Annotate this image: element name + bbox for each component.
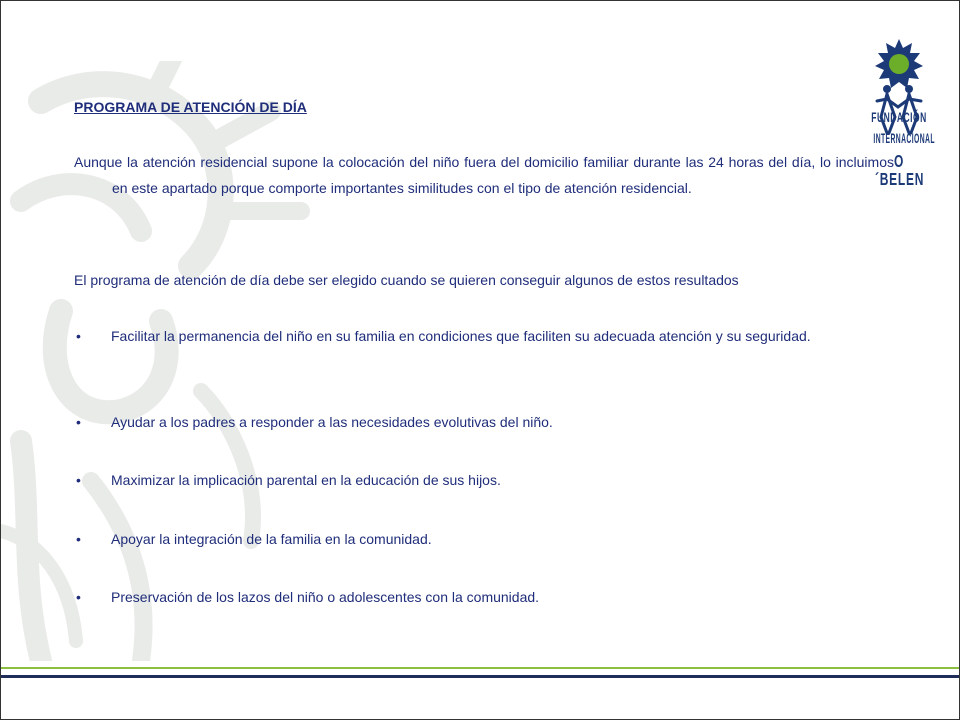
- bullet-icon: •: [76, 414, 81, 430]
- list-item-text: Facilitar la permanencia del niño en su familia en condiciones que faciliten su adecuada atención y su seguridad.: [111, 328, 811, 344]
- logo-text-line2: INTERNACIONAL: [873, 130, 935, 147]
- sun-icon: [875, 39, 923, 88]
- logo-text-line3: O´BELEN: [875, 152, 925, 190]
- list-item-text: Preservación de los lazos del niño o adolescentes con la comunidad.: [111, 589, 540, 605]
- bullet-icon: •: [76, 328, 81, 344]
- list-item: [74, 526, 856, 552]
- footer-divider-navy: [1, 675, 959, 678]
- bullet-icon: •: [76, 531, 81, 547]
- list-item: [74, 584, 856, 610]
- bullet-icon: •: [76, 589, 81, 605]
- page-title: PROGRAMA DE ATENCIÓN DE DÍA: [74, 99, 307, 115]
- logo-text-line1: FUNDACIÓN: [871, 109, 927, 126]
- list-item-text: Ayudar a los padres a responder a las necesidades evolutivas del niño.: [111, 414, 553, 430]
- list-item-text: Apoyar la integración de la familia en la comunidad.: [111, 531, 432, 547]
- list-item: [74, 467, 856, 493]
- list-item: [74, 323, 856, 349]
- intro-paragraph: Aunque la atención residencial supone la colocación del niño fuera del domicilio familiar durante las 24 horas del día, lo incluimos en este apartado porque comporte importantes similitudes con el tipo de atención residencial.: [74, 154, 894, 196]
- list-item: [74, 409, 856, 435]
- results-paragraph: El programa de atención de día debe ser elegido cuando se quieren conseguir algunos de estos resultados: [74, 272, 739, 288]
- bullet-icon: •: [76, 472, 81, 488]
- footer-divider-green: [1, 667, 959, 669]
- list-item-text: Maximizar la implicación parental en la educación de sus hijos.: [111, 472, 501, 488]
